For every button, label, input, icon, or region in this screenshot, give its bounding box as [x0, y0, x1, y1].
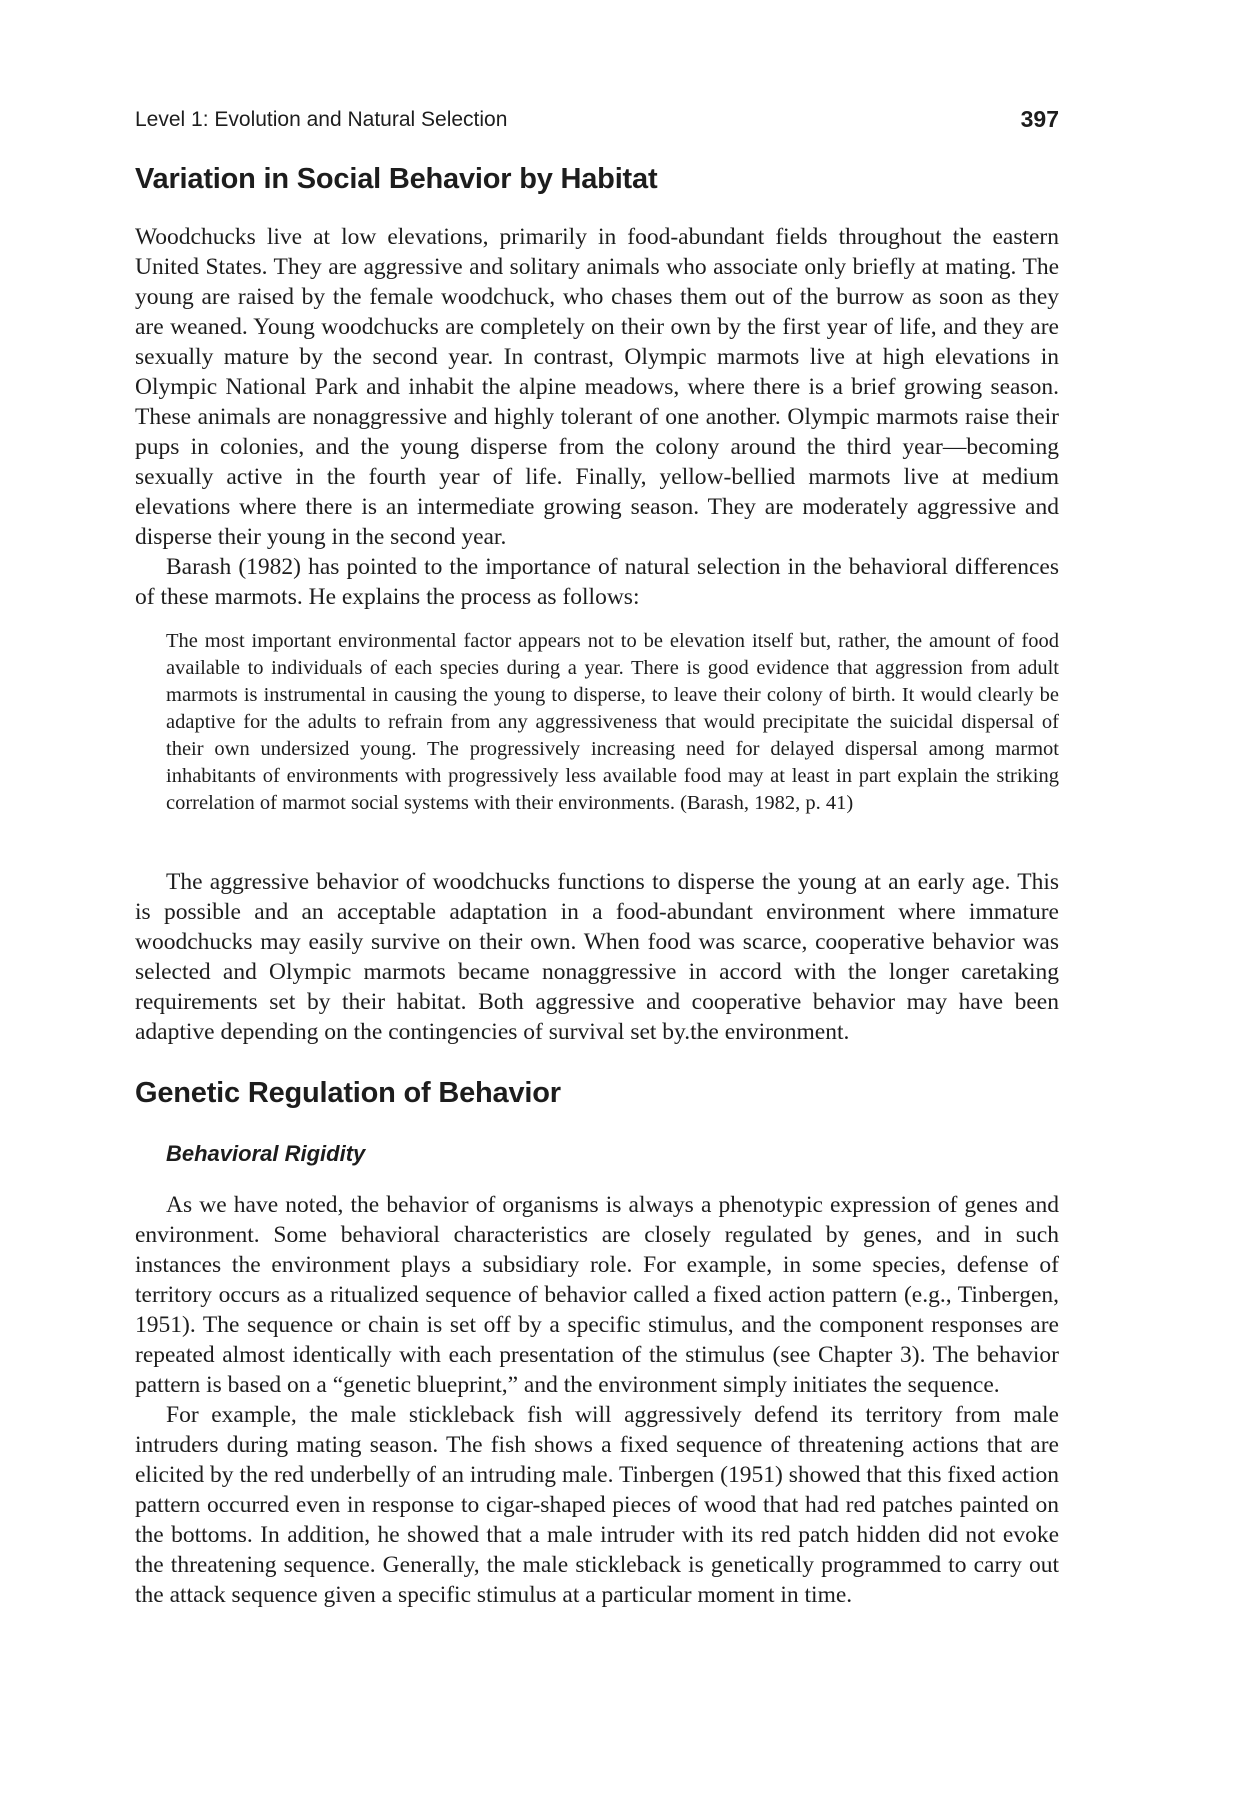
section-genetic-regulation-body [135, 1190, 1059, 1610]
paragraph-aggressive-behavior: The aggressive behavior of woodchucks functions to disperse the young at an early age. This is possible and an acceptable adaptation in a food-abundant environment where immature woodchucks may easily survive on their own. When food was scarce, cooperative behavior was selected and Olympic marmots became nonaggressive in accord with the longer caretaking requirements set by their habitat. Both aggressive and cooperative behavior may have been adaptive depending on the contingencies of survival set by.the environment. [135, 869, 1059, 1045]
paragraph-stickleback: For example, the male stickleback fish will aggressively defend its territory from male intruders during mating season. The fish shows a fixed sequence of threatening actions that are elicited by the red underbelly of an intruding male. Tinbergen (1951) showed that this fixed action pattern occurred even in response to cigar-shaped pieces of wood that had red patches painted on the bottoms. In addition, he showed that a male intruder with its red patch hidden did not evoke the threatening sequence. Generally, the male stickleback is genetically programmed to carry out the attack sequence given a specific stimulus at a particular moment in time. [135, 1402, 1059, 1608]
section-social-behavior-body [135, 222, 1059, 612]
paragraph-phenotypic-expression: As we have noted, the behavior of organisms is always a phenotypic expression of genes and environment. Some behavioral characteristics are closely regulated by genes, and in such instances the environment plays a subsidiary role. For example, in some species, defense of territory occurs as a ritualized sequence of behavior called a fixed action pattern (e.g., Tinbergen, 1951). The sequence or chain is set off by a specific stimulus, and the component responses are repeated almost identically with each presentation of the stimulus (see Chapter 3). The behavior pattern is based on a “genetic blueprint,” and the environment simply initiates the sequence. [135, 1192, 1059, 1398]
section-heading-genetic-regulation: Genetic Regulation of Behavior [135, 1077, 561, 1109]
subheading-behavioral-rigidity: Behavioral Rigidity [166, 1141, 366, 1166]
section-social-behavior-conclusion [135, 867, 1059, 1047]
section-heading-social-behavior: Variation in Social Behavior by Habitat [135, 163, 658, 195]
block-quote [166, 628, 1059, 817]
book-page [135, 0, 1059, 1800]
running-header [135, 108, 1059, 138]
page-number: 397 [1020, 106, 1059, 132]
paragraph-barash-intro: Barash (1982) has pointed to the importance of natural selection in the behavioral differences of these marmots. He explains the process as follows: [135, 554, 1059, 610]
paragraph-woodchucks: Woodchucks live at low elevations, primarily in food-abundant fields throughout the eastern United States. They are aggressive and solitary animals who associate only briefly at mating. The young are raised by the female woodchuck, who chases them out of the burrow as soon as they are weaned. Young woodchucks are completely on their own by the first year of life, and they are sexually mature by the second year. In contrast, Olympic marmots live at high elevations in Olympic National Park and inhabit the alpine meadows, where there is a brief growing season. These animals are nonaggressive and highly tolerant of one another. Olympic marmots raise their pups in colonies, and the young disperse from the colony around the third year—becoming sexually active in the fourth year of life. Finally, yellow-bellied marmots live at medium elevations where there is an intermediate growing season. They are moderately aggressive and disperse their young in the second year. [135, 224, 1059, 550]
barash-quote: The most important environmental factor appears not to be elevation itself but, rather, the amount of food available to individuals of each species during a year. There is good evidence that aggression from adult marmots is instrumental in causing the young to disperse, to leave their colony of birth. It would clearly be adaptive for the adults to refrain from any aggressiveness that would precipitate the suicidal dispersal of their own undersized young. The progressively increasing need for delayed dispersal among marmot inhabitants of environments with progressively less available food may at least in part explain the striking correlation of marmot social systems with their environments. (Barash, 1982, p. 41) [166, 630, 1059, 814]
running-title: Level 1: Evolution and Natural Selection [135, 108, 508, 131]
